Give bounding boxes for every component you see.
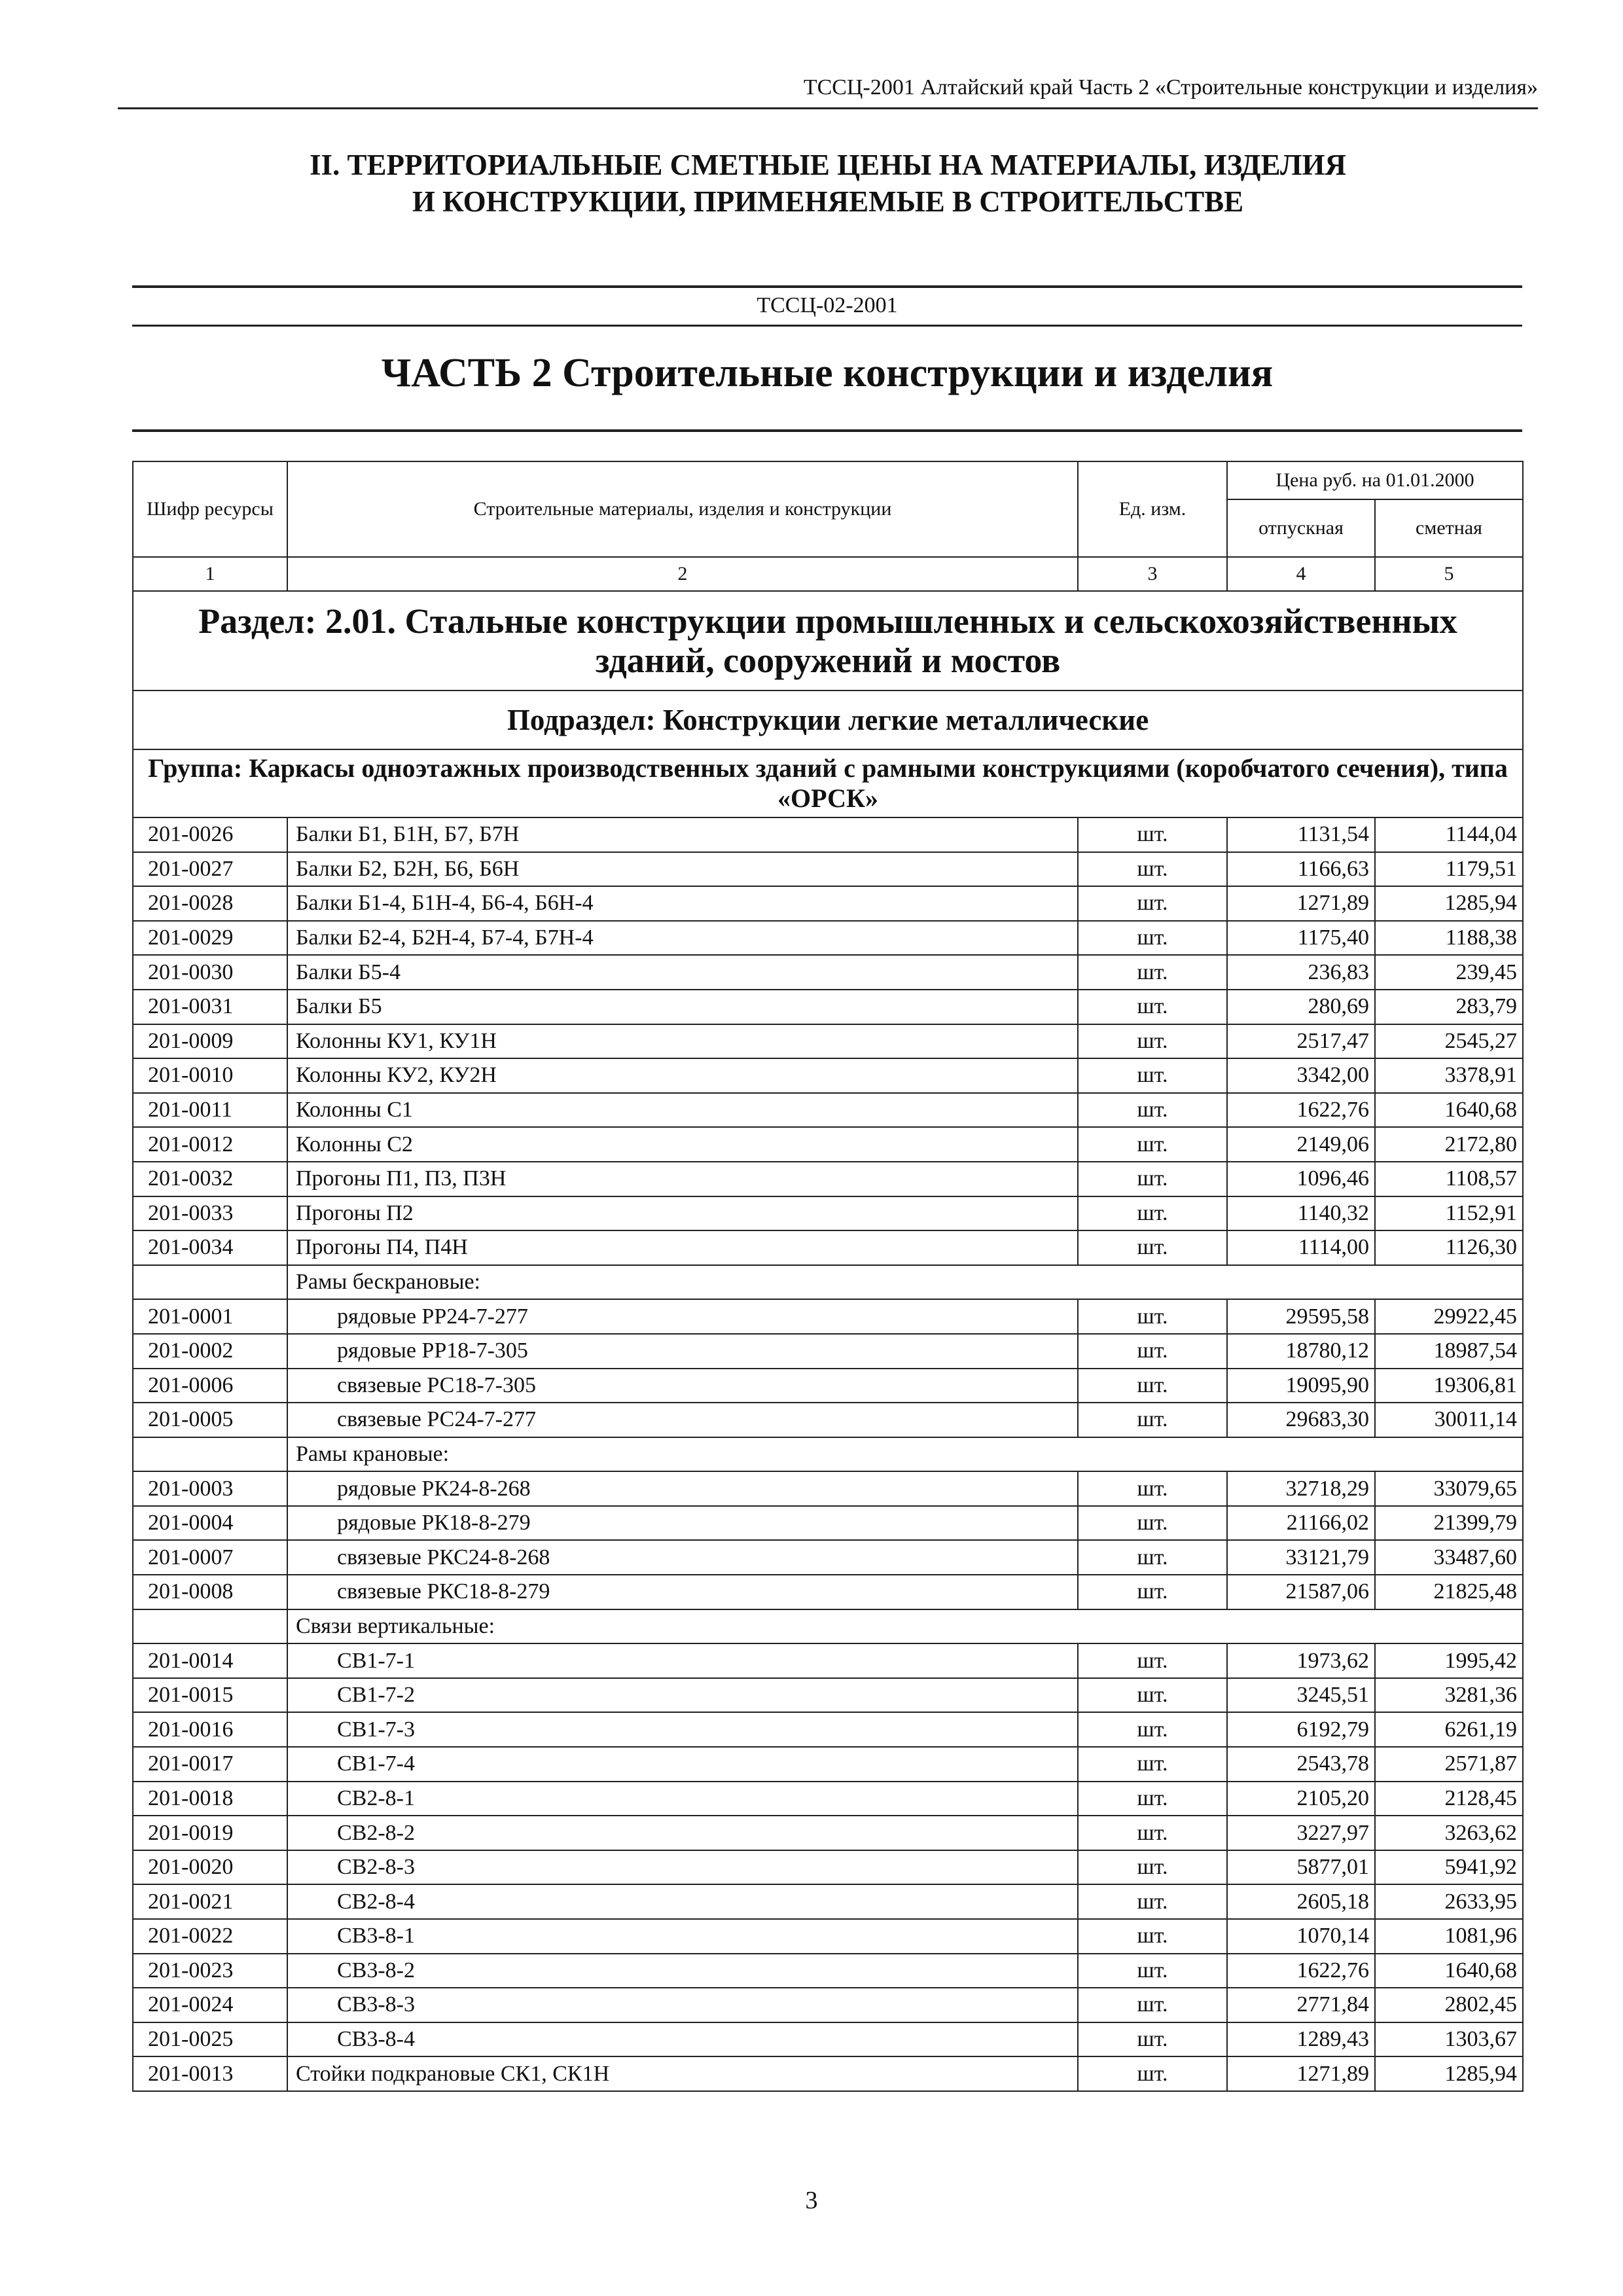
unit-cell: шт. bbox=[1078, 990, 1227, 1024]
code-cell: 201-0018 bbox=[133, 1782, 287, 1816]
release-price-cell: 18780,12 bbox=[1227, 1334, 1375, 1369]
table-row bbox=[133, 2022, 1523, 2057]
estimate-price-cell: 19306,81 bbox=[1375, 1369, 1523, 1403]
header-code: Шифр ресурсы bbox=[133, 461, 287, 557]
table-row bbox=[133, 1403, 1523, 1437]
code-cell: 201-0008 bbox=[133, 1575, 287, 1609]
name-cell: СВ2-8-2 bbox=[287, 1816, 1078, 1850]
estimate-price-cell: 1188,38 bbox=[1375, 921, 1523, 956]
table-row bbox=[133, 955, 1523, 990]
code-cell: 201-0005 bbox=[133, 1403, 287, 1437]
name-cell: связевые РКС18-8-279 bbox=[287, 1575, 1078, 1609]
estimate-price-cell: 1144,04 bbox=[1375, 817, 1523, 852]
estimate-price-cell: 1081,96 bbox=[1375, 1919, 1523, 1954]
name-cell: СВ1-7-3 bbox=[287, 1712, 1078, 1747]
estimate-price-cell: 2545,27 bbox=[1375, 1024, 1523, 1059]
unit-cell: шт. bbox=[1078, 1643, 1227, 1678]
release-price-cell: 1131,54 bbox=[1227, 817, 1375, 852]
code-cell: 201-0013 bbox=[133, 2056, 287, 2091]
code-cell: 201-0009 bbox=[133, 1024, 287, 1059]
release-price-cell: 2543,78 bbox=[1227, 1747, 1375, 1782]
table-row bbox=[133, 886, 1523, 921]
estimate-price-cell: 1995,42 bbox=[1375, 1643, 1523, 1678]
unit-cell: шт. bbox=[1078, 1506, 1227, 1541]
estimate-price-cell: 239,45 bbox=[1375, 955, 1523, 990]
code-cell: 201-0025 bbox=[133, 2022, 287, 2057]
unit-cell: шт. bbox=[1078, 1747, 1227, 1782]
name-cell: связевые РКС24-8-268 bbox=[287, 1540, 1078, 1575]
unit-cell: шт. bbox=[1078, 1196, 1227, 1231]
unit-cell: шт. bbox=[1078, 1024, 1227, 1059]
estimate-price-cell: 1126,30 bbox=[1375, 1230, 1523, 1265]
estimate-price-cell: 2172,80 bbox=[1375, 1127, 1523, 1162]
price-table bbox=[132, 461, 1524, 2092]
release-price-cell: 1271,89 bbox=[1227, 886, 1375, 921]
release-price-cell: 5877,01 bbox=[1227, 1850, 1375, 1885]
code-cell bbox=[133, 1265, 287, 1300]
table-row bbox=[133, 1058, 1523, 1093]
table-row bbox=[133, 1782, 1523, 1816]
code-cell: 201-0010 bbox=[133, 1058, 287, 1093]
main-title-line-1: II. ТЕРРИТОРИАЛЬНЫЕ СМЕТНЫЕ ЦЕНЫ НА МАТЕРИАЛЫ, ИЗДЕЛИЯ bbox=[309, 149, 1346, 181]
part-title: ЧАСТЬ 2 Строительные конструкции и изделия bbox=[132, 340, 1522, 432]
unit-cell: шт. bbox=[1078, 1678, 1227, 1713]
unit-cell: шт. bbox=[1078, 852, 1227, 887]
header-name: Строительные материалы, изделия и конструкции bbox=[287, 461, 1078, 557]
release-price-cell: 3245,51 bbox=[1227, 1678, 1375, 1713]
header-price: Цена руб. на 01.01.2000 bbox=[1227, 461, 1523, 499]
code-cell: 201-0007 bbox=[133, 1540, 287, 1575]
code-cell: 201-0020 bbox=[133, 1850, 287, 1885]
unit-cell: шт. bbox=[1078, 1954, 1227, 1988]
table-row bbox=[133, 1162, 1523, 1196]
table-row bbox=[133, 1540, 1523, 1575]
release-price-cell: 1622,76 bbox=[1227, 1954, 1375, 1988]
code-cell: 201-0006 bbox=[133, 1369, 287, 1403]
column-number: 1 bbox=[133, 557, 287, 591]
code-cell: 201-0030 bbox=[133, 955, 287, 990]
estimate-price-cell: 21399,79 bbox=[1375, 1506, 1523, 1541]
header-unit: Ед. изм. bbox=[1078, 461, 1227, 557]
column-number: 2 bbox=[287, 557, 1078, 591]
estimate-price-cell: 5941,92 bbox=[1375, 1850, 1523, 1885]
unit-cell: шт. bbox=[1078, 921, 1227, 956]
release-price-cell: 1114,00 bbox=[1227, 1230, 1375, 1265]
table-row bbox=[133, 852, 1523, 887]
release-price-cell: 1622,76 bbox=[1227, 1093, 1375, 1128]
table-row bbox=[133, 1575, 1523, 1609]
table-row bbox=[133, 817, 1523, 852]
release-price-cell: 1973,62 bbox=[1227, 1643, 1375, 1678]
release-price-cell: 3227,97 bbox=[1227, 1816, 1375, 1850]
group-title: Группа: Каркасы одноэтажных производственных зданий с рамными конструкциями (коробчатого сечения), типа «ОРСК» bbox=[133, 749, 1523, 817]
name-cell: Балки Б1-4, Б1Н-4, Б6-4, Б6Н-4 bbox=[287, 886, 1078, 921]
table-row bbox=[133, 1678, 1523, 1713]
unit-cell: шт. bbox=[1078, 1575, 1227, 1609]
name-cell: Балки Б5 bbox=[287, 990, 1078, 1024]
code-cell: 201-0017 bbox=[133, 1747, 287, 1782]
unit-cell: шт. bbox=[1078, 1334, 1227, 1369]
unit-cell: шт. bbox=[1078, 1919, 1227, 1954]
estimate-price-cell: 3263,62 bbox=[1375, 1816, 1523, 1850]
unit-cell: шт. bbox=[1078, 1369, 1227, 1403]
unit-cell: шт. bbox=[1078, 1127, 1227, 1162]
subgroup-row bbox=[133, 1609, 1523, 1644]
table-row bbox=[133, 1954, 1523, 1988]
column-number: 3 bbox=[1078, 557, 1227, 591]
estimate-price-cell: 1640,68 bbox=[1375, 1093, 1523, 1128]
table-row bbox=[133, 1127, 1523, 1162]
release-price-cell: 29595,58 bbox=[1227, 1299, 1375, 1334]
document-code: ТССЦ-02-2001 bbox=[132, 285, 1522, 327]
name-cell: СВ1-7-4 bbox=[287, 1747, 1078, 1782]
estimate-price-cell: 2633,95 bbox=[1375, 1884, 1523, 1919]
unit-cell: шт. bbox=[1078, 1162, 1227, 1196]
release-price-cell: 2149,06 bbox=[1227, 1127, 1375, 1162]
unit-cell: шт. bbox=[1078, 1403, 1227, 1437]
release-price-cell: 1289,43 bbox=[1227, 2022, 1375, 2057]
unit-cell: шт. bbox=[1078, 817, 1227, 852]
table-row bbox=[133, 1988, 1523, 2022]
release-price-cell: 1175,40 bbox=[1227, 921, 1375, 956]
estimate-price-cell: 1108,57 bbox=[1375, 1162, 1523, 1196]
name-cell: СВ1-7-2 bbox=[287, 1678, 1078, 1713]
table-row bbox=[133, 1506, 1523, 1541]
code-cell: 201-0021 bbox=[133, 1884, 287, 1919]
estimate-price-cell: 33079,65 bbox=[1375, 1471, 1523, 1506]
unit-cell: шт. bbox=[1078, 1230, 1227, 1265]
release-price-cell: 1070,14 bbox=[1227, 1919, 1375, 1954]
release-price-cell: 1166,63 bbox=[1227, 852, 1375, 887]
name-cell: рядовые РР18-7-305 bbox=[287, 1334, 1078, 1369]
code-cell: 201-0031 bbox=[133, 990, 287, 1024]
release-price-cell: 1096,46 bbox=[1227, 1162, 1375, 1196]
unit-cell: шт. bbox=[1078, 1299, 1227, 1334]
name-cell: рядовые РР24-7-277 bbox=[287, 1299, 1078, 1334]
section-title: Раздел: 2.01. Стальные конструкции промышленных и сельскохозяйственных зданий, сооружений и мостов bbox=[133, 591, 1523, 691]
name-cell: Балки Б5-4 bbox=[287, 955, 1078, 990]
release-price-cell: 1271,89 bbox=[1227, 2056, 1375, 2091]
unit-cell: шт. bbox=[1078, 2056, 1227, 2091]
code-cell: 201-0001 bbox=[133, 1299, 287, 1334]
release-price-cell: 19095,90 bbox=[1227, 1369, 1375, 1403]
release-price-cell: 33121,79 bbox=[1227, 1540, 1375, 1575]
release-price-cell: 6192,79 bbox=[1227, 1712, 1375, 1747]
table-row bbox=[133, 921, 1523, 956]
column-number: 4 bbox=[1227, 557, 1375, 591]
name-cell: СВ3-8-4 bbox=[287, 2022, 1078, 2057]
header-release-price: отпускная bbox=[1227, 499, 1375, 557]
table-row bbox=[133, 1299, 1523, 1334]
column-number: 5 bbox=[1375, 557, 1523, 591]
unit-cell: шт. bbox=[1078, 886, 1227, 921]
estimate-price-cell: 29922,45 bbox=[1375, 1299, 1523, 1334]
code-cell: 201-0003 bbox=[133, 1471, 287, 1506]
unit-cell: шт. bbox=[1078, 1816, 1227, 1850]
estimate-price-cell: 1179,51 bbox=[1375, 852, 1523, 887]
release-price-cell: 236,83 bbox=[1227, 955, 1375, 990]
name-cell: СВ2-8-1 bbox=[287, 1782, 1078, 1816]
release-price-cell: 2771,84 bbox=[1227, 1988, 1375, 2022]
name-cell: рядовые РК24-8-268 bbox=[287, 1471, 1078, 1506]
price-table-wrapper bbox=[132, 461, 1522, 2092]
estimate-price-cell: 1285,94 bbox=[1375, 2056, 1523, 2091]
unit-cell: шт. bbox=[1078, 1850, 1227, 1885]
estimate-price-cell: 6261,19 bbox=[1375, 1712, 1523, 1747]
name-cell: Стойки подкрановые СК1, СК1Н bbox=[287, 2056, 1078, 2091]
subgroup-row bbox=[133, 1437, 1523, 1472]
unit-cell: шт. bbox=[1078, 1471, 1227, 1506]
release-price-cell: 2517,47 bbox=[1227, 1024, 1375, 1059]
name-cell: Прогоны П1, П3, П3Н bbox=[287, 1162, 1078, 1196]
unit-cell: шт. bbox=[1078, 1782, 1227, 1816]
table-row bbox=[133, 1850, 1523, 1885]
table-row bbox=[133, 1196, 1523, 1231]
table-row bbox=[133, 1919, 1523, 1954]
table-row bbox=[133, 1334, 1523, 1369]
estimate-price-cell: 1152,91 bbox=[1375, 1196, 1523, 1231]
name-cell: Прогоны П4, П4Н bbox=[287, 1230, 1078, 1265]
name-cell: Балки Б2, Б2Н, Б6, Б6Н bbox=[287, 852, 1078, 887]
release-price-cell: 21166,02 bbox=[1227, 1506, 1375, 1541]
estimate-price-cell: 3378,91 bbox=[1375, 1058, 1523, 1093]
code-cell: 201-0016 bbox=[133, 1712, 287, 1747]
release-price-cell: 280,69 bbox=[1227, 990, 1375, 1024]
estimate-price-cell: 33487,60 bbox=[1375, 1540, 1523, 1575]
estimate-price-cell: 2128,45 bbox=[1375, 1782, 1523, 1816]
table-row bbox=[133, 990, 1523, 1024]
subgroup-label: Рамы крановые: bbox=[287, 1437, 1523, 1472]
name-cell: СВ1-7-1 bbox=[287, 1643, 1078, 1678]
table-row bbox=[133, 1884, 1523, 1919]
unit-cell: шт. bbox=[1078, 1712, 1227, 1747]
code-cell: 201-0014 bbox=[133, 1643, 287, 1678]
name-cell: Колонны С2 bbox=[287, 1127, 1078, 1162]
unit-cell: шт. bbox=[1078, 1988, 1227, 2022]
estimate-price-cell: 3281,36 bbox=[1375, 1678, 1523, 1713]
table-row bbox=[133, 1471, 1523, 1506]
column-number-row bbox=[133, 557, 1523, 591]
code-cell: 201-0024 bbox=[133, 1988, 287, 2022]
table-row bbox=[133, 1747, 1523, 1782]
name-cell: Колонны КУ2, КУ2Н bbox=[287, 1058, 1078, 1093]
release-price-cell: 1140,32 bbox=[1227, 1196, 1375, 1231]
estimate-price-cell: 283,79 bbox=[1375, 990, 1523, 1024]
code-cell: 201-0012 bbox=[133, 1127, 287, 1162]
release-price-cell: 29683,30 bbox=[1227, 1403, 1375, 1437]
code-cell: 201-0033 bbox=[133, 1196, 287, 1231]
name-cell: Колонны С1 bbox=[287, 1093, 1078, 1128]
subsection-title: Подраздел: Конструкции легкие металлические bbox=[133, 691, 1523, 749]
unit-cell: шт. bbox=[1078, 1884, 1227, 1919]
main-title-line-2: И КОНСТРУКЦИИ, ПРИМЕНЯЕМЫЕ В СТРОИТЕЛЬСТВЕ bbox=[412, 185, 1244, 218]
name-cell: СВ3-8-2 bbox=[287, 1954, 1078, 1988]
table-row bbox=[133, 2056, 1523, 2091]
table-row bbox=[133, 1369, 1523, 1403]
page-number: 3 bbox=[805, 2187, 818, 2214]
name-cell: СВ3-8-1 bbox=[287, 1919, 1078, 1954]
code-cell: 201-0023 bbox=[133, 1954, 287, 1988]
table-row bbox=[133, 1093, 1523, 1128]
name-cell: СВ2-8-4 bbox=[287, 1884, 1078, 1919]
code-cell: 201-0034 bbox=[133, 1230, 287, 1265]
estimate-price-cell: 30011,14 bbox=[1375, 1403, 1523, 1437]
estimate-price-cell: 2571,87 bbox=[1375, 1747, 1523, 1782]
name-cell: связевые РС18-7-305 bbox=[287, 1369, 1078, 1403]
table-row bbox=[133, 1643, 1523, 1678]
name-cell: Колонны КУ1, КУ1Н bbox=[287, 1024, 1078, 1059]
unit-cell: шт. bbox=[1078, 1540, 1227, 1575]
release-price-cell: 2605,18 bbox=[1227, 1884, 1375, 1919]
running-header: ТССЦ-2001 Алтайский край Часть 2 «Строительные конструкции и изделия» bbox=[118, 73, 1538, 109]
code-cell: 201-0022 bbox=[133, 1919, 287, 1954]
table-row bbox=[133, 1024, 1523, 1059]
code-cell: 201-0032 bbox=[133, 1162, 287, 1196]
estimate-price-cell: 2802,45 bbox=[1375, 1988, 1523, 2022]
code-cell: 201-0027 bbox=[133, 852, 287, 887]
subgroup-label: Рамы бескрановые: bbox=[287, 1265, 1523, 1300]
estimate-price-cell: 1640,68 bbox=[1375, 1954, 1523, 1988]
name-cell: рядовые РК18-8-279 bbox=[287, 1506, 1078, 1541]
table-row bbox=[133, 1230, 1523, 1265]
code-cell: 201-0002 bbox=[133, 1334, 287, 1369]
name-cell: СВ3-8-3 bbox=[287, 1988, 1078, 2022]
estimate-price-cell: 18987,54 bbox=[1375, 1334, 1523, 1369]
code-cell: 201-0015 bbox=[133, 1678, 287, 1713]
name-cell: СВ2-8-3 bbox=[287, 1850, 1078, 1885]
release-price-cell: 3342,00 bbox=[1227, 1058, 1375, 1093]
unit-cell: шт. bbox=[1078, 2022, 1227, 2057]
name-cell: связевые РС24-7-277 bbox=[287, 1403, 1078, 1437]
main-title bbox=[118, 147, 1538, 220]
name-cell: Балки Б2-4, Б2Н-4, Б7-4, Б7Н-4 bbox=[287, 921, 1078, 956]
release-price-cell: 32718,29 bbox=[1227, 1471, 1375, 1506]
code-cell: 201-0029 bbox=[133, 921, 287, 956]
unit-cell: шт. bbox=[1078, 955, 1227, 990]
code-cell: 201-0028 bbox=[133, 886, 287, 921]
code-cell: 201-0011 bbox=[133, 1093, 287, 1128]
estimate-price-cell: 1303,67 bbox=[1375, 2022, 1523, 2057]
code-cell bbox=[133, 1609, 287, 1644]
release-price-cell: 2105,20 bbox=[1227, 1782, 1375, 1816]
table-row bbox=[133, 1816, 1523, 1850]
subgroup-label: Связи вертикальные: bbox=[287, 1609, 1523, 1644]
table-row bbox=[133, 1712, 1523, 1747]
name-cell: Балки Б1, Б1Н, Б7, Б7Н bbox=[287, 817, 1078, 852]
subgroup-row bbox=[133, 1265, 1523, 1300]
name-cell: Прогоны П2 bbox=[287, 1196, 1078, 1231]
code-cell: 201-0026 bbox=[133, 817, 287, 852]
release-price-cell: 21587,06 bbox=[1227, 1575, 1375, 1609]
code-cell: 201-0019 bbox=[133, 1816, 287, 1850]
estimate-price-cell: 21825,48 bbox=[1375, 1575, 1523, 1609]
estimate-price-cell: 1285,94 bbox=[1375, 886, 1523, 921]
code-cell: 201-0004 bbox=[133, 1506, 287, 1541]
unit-cell: шт. bbox=[1078, 1093, 1227, 1128]
header-estimate-price: сметная bbox=[1375, 499, 1523, 557]
unit-cell: шт. bbox=[1078, 1058, 1227, 1093]
code-cell bbox=[133, 1437, 287, 1472]
